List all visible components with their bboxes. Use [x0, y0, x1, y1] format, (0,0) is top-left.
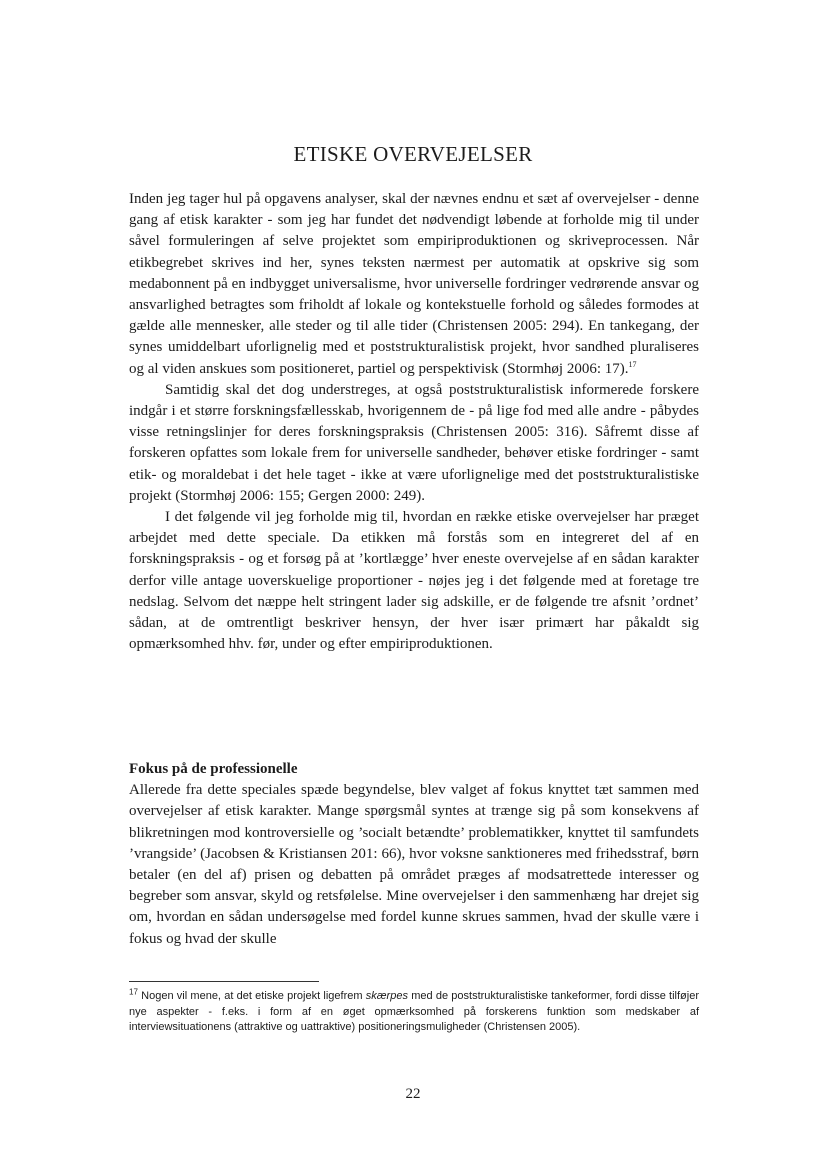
footnote-text-end: med de poststrukturalistiske tankeformer, fordi disse tilføjer nye aspekter - f.eks. i form af en øget opmærksomhed på forskerens funktion som medskaber af interviewsituationens (attraktive og uattraktive) positioneringsmuligheder (Christensen 2005). — [129, 990, 699, 1033]
footnote-text-start: Nogen vil mene, at det etiske projekt ligefrem — [137, 990, 366, 1002]
page-number: 22 — [405, 1086, 421, 1102]
subsection — [129, 759, 699, 950]
paragraph-1 — [129, 189, 699, 380]
footnote-divider — [129, 981, 319, 982]
subsection-paragraph: Allerede fra dette speciales spæde begyndelse, blev valget af fokus knyttet tæt sammen med overvejelser af etisk karakter. Mange spørgsmål syntes at trænge sig på som konsekvens af blikretningen mod kontroversielle og ’socialt betændte’ problematikker, knyttet til samfundets ’vrangside’ (Jacobsen & Kristiansen 201: 66), hvor voksne sanktioneres med frihedsstraf, børn betaler (en del af) prisen og debatten på området præges af modsatrettede interesser og begreber som ansvar, skyld og retsfølelse. Mine overvejelser i den sammenhæng har drejet sig om, hvordan en sådan undersøgelse med fordel kunne skrues sammen, hvad der skulle være i fokus og hvad der skulle — [129, 782, 699, 947]
footnote-emphasis: skærpes — [365, 990, 408, 1002]
paragraph-1-text: Inden jeg tager hul på opgavens analyser, skal der nævnes endnu et sæt af overvejelser - denne gang af etisk karakter - som jeg har fundet det nødvendigt løbende at forholde mig til under såvel formuleringen af selve projektet som empiriproduktionen og skriveprocessen. Når etikbegrebet skrives ind her, synes teksten nærmest per automatik at opskrive sig som medabonnent på en indbygget universalisme, hvor universelle fordringer vedrørende ansvar og ansvarlighed betragtes som friholdt af lokale og kontekstuelle forhold og således formodes at gælde alle mennesker, alle steder og til alle tider (Christensen 2005: 294). En tankegang, der synes umiddelbart uforlignelig med et poststrukturalistisk projekt, hvor sandhed pluraliseres og al viden anskues som positioneret, partiel og perspektivisk (Stormhøj 2006: 17). — [129, 191, 699, 377]
subsection-heading: Fokus på de professionelle — [129, 761, 298, 777]
body-text — [129, 189, 699, 655]
paragraph-2: Samtidig skal det dog understreges, at også poststrukturalistisk informerede forskere indgår i et større forskningsfællesskab, hvorigennem de - på lige fod med alle andre - påbydes visse retningslinjer for deres forskningspraksis (Christensen 2005: 316). Såfremt disse af forskeren opfattes som lokale frem for universelle sandheder, behøver etiske fordringer - samt etik- og moraldebat i det hele taget - ikke at være uforlignelige med det poststrukturalistiske projekt (Stormhøj 2006: 155; Gergen 2000: 249). — [129, 381, 699, 504]
footnote-reference[interactable]: 17 — [628, 359, 637, 369]
footnote-number: 17 — [129, 987, 138, 997]
chapter-heading: ETISKE OVERVEJELSER — [293, 142, 533, 166]
footnote — [129, 989, 699, 1036]
paragraph-3: I det følgende vil jeg forholde mig til, hvordan en række etiske overvejelser har præget arbejdet med dette speciale. Da etikken må forstås som en integreret del af en forskningspraksis - og et forsøg på at ’kortlægge’ hver eneste overvejelse af en sådan karakter derfor ville antage uoverskuelige proportioner - nøjes jeg i det følgende med at foretage tre nedslag. Selvom det næppe helt stringent lader sig adskille, er de følgende tre afsnit ’ordnet’ sådan, at de omtrentligt beskriver hensyn, der hver især primært har påkaldt sig opmærksomhed hhv. før, under og efter empiriproduktionen. — [129, 509, 699, 653]
